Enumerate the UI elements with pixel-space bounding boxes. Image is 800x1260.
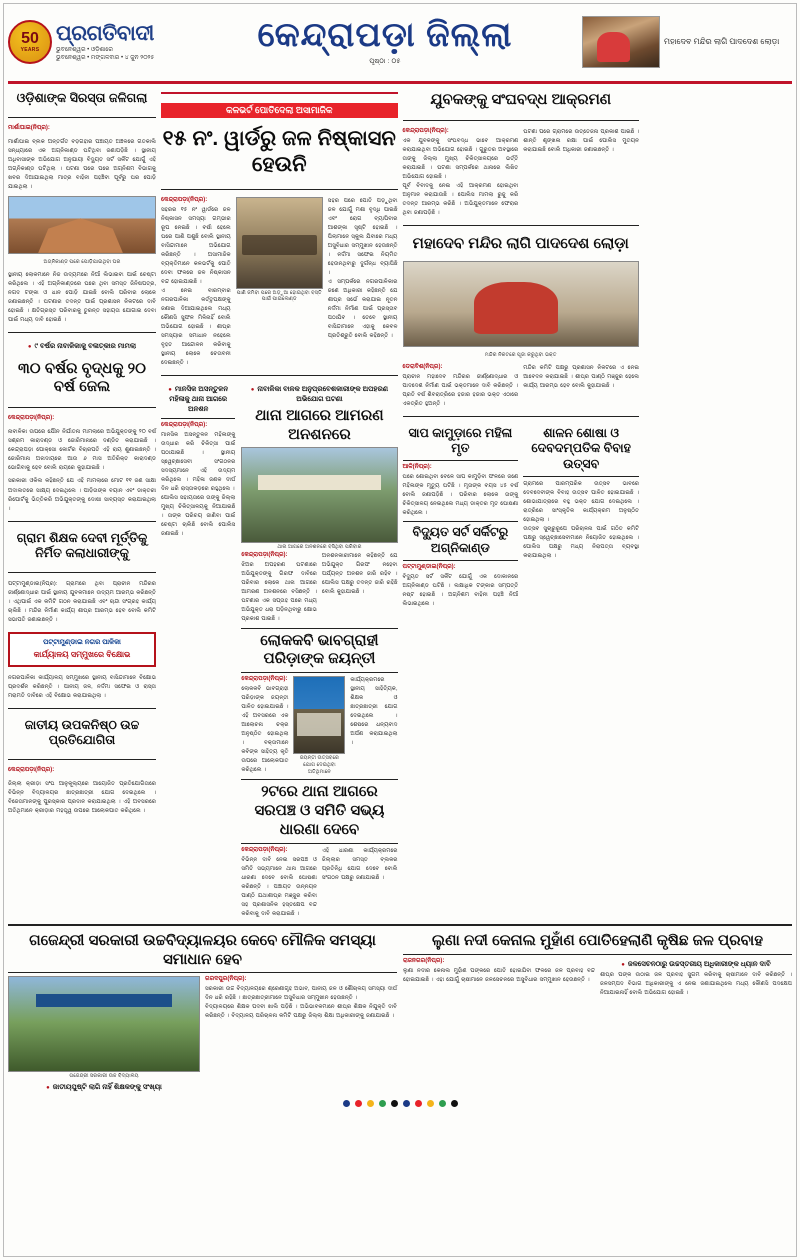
story-body-grid — [241, 552, 397, 624]
lead-headline: ୧୫ ନଂ. ୱାର୍ଡରୁ ଜଳ ନିଷ୍କାସନ ହେଉନି — [162, 127, 396, 177]
page-title: କେନ୍ଦ୍ରାପଡ଼ା ଜିଲ୍ଲା — [257, 16, 513, 55]
dateline: ଡେରାବିଶ(ନିପ୍ର): — [402, 363, 443, 370]
main-grid — [8, 89, 792, 919]
lead-col-b — [236, 197, 323, 369]
photo-hunger-strike — [241, 447, 397, 543]
color-dot — [403, 1100, 410, 1107]
story-body: ବିଦ୍ୟୁତ ସର୍ଟ ସର୍କିଟ ଯୋଗୁଁ ଏକ ଦୋକାନରେ ଅଗ୍ନିକାଣ୍ଡ ଘଟିଛି । ଲକ୍ଷାଧିକ ଟଙ୍କାର ସମ୍ପତ୍ତି ନଷ୍ଟ ହୋଇଛି । ଅଗ୍ନିଶମ ବାହିନୀ ପହଞ୍ଚି ନିଆଁ ଲିଭାଇଥିଲେ । — [402, 573, 519, 607]
poster-line-1: ପଟ୍ଟାମୁଣ୍ଡାଇ ନଗର ପାଳିକା — [43, 639, 121, 647]
divider — [403, 460, 519, 461]
dateline: କେନ୍ଦ୍ରାପଡ଼ା(ନିପ୍ର): — [241, 552, 288, 559]
dateline: ପଟ୍ଟାମୁଣ୍ଡାଇ(ନିପ୍ର): — [402, 563, 456, 570]
school-body-grid — [8, 976, 397, 1095]
story-kicker-abduction: ● ନାବାଳିକା ବାଳକ ଅନୁପ୍ରବେଶକାରୀଙ୍କ ଅପହରଣ ଅଭିଯୋଗ ଘଟଣା — [241, 385, 397, 405]
story-headline-sports: ଜାତୀୟ ଉପକନିଷ୍ଠ ଉଚ୍ଚ ପ୍ରତିଯୋଗିତା — [24, 717, 140, 748]
divider — [403, 416, 640, 417]
story-body: ଗ୍ରାମରେ ପାରମ୍ପରିକ ଉତ୍ସବ ଭାବରେ ଦେବଦେବୀଙ୍କ ବିବାହ ଉତ୍ସବ ପାଳିତ ହୋଇଯାଇଛି । ଶୋଭାଯାତ୍ରାରେ ବହୁ ଭକ୍ତ ଯୋଗ ଦେଇଥିଲେ । ରାତ୍ରିରେ ସାଂସ୍କୃତିକ କାର୍ଯ୍ୟକ୍ରମ ଅନୁଷ୍ଠିତ ହୋଇଥିଲା । — [523, 480, 639, 523]
lead-body-grid — [161, 197, 398, 369]
logo-years: 50 — [21, 30, 39, 47]
divider — [8, 759, 156, 760]
divider — [8, 332, 156, 333]
color-dot — [391, 1100, 398, 1107]
divider — [403, 120, 640, 121]
photo-caption: ଗଜେନ୍ଦ୍ରୀ ସରକାରୀ ଉଚ୍ଚ ବିଦ୍ୟାଳୟ — [69, 1073, 139, 1080]
story-body: ନଗରପାଳିକା କାର୍ଯ୍ୟାଳୟ ସମ୍ମୁଖରେ ସ୍ଥାନୀୟ ବାସିନ୍ଦାମାନେ ବିକ୍ଷୋଭ ପ୍ରଦର୍ଶନ କରିଛନ୍ତି । ପାନୀୟ ଜଳ, ନର୍ଦ୍ଦମା ସଫେଇ ଓ ରାସ୍ତା ମରାମତି ଦାବିରେ ଏହି ବିକ୍ଷୋଭ କରାଯାଇଥିଲା । — [8, 674, 156, 699]
story-body: ଲୋକକବି ଭାବଗ୍ରାହୀ ପରିଡ଼ାଙ୍କ ଜୟନ୍ତୀ ପାଳିତ ହୋଇଯାଇଛି । ଏହି ଅବସରରେ ଏକ ଆଲୋଚନା ଚକ୍ର ଅନୁଷ୍ଠିତ ହୋଇଥିଲା । ବକ୍ତାମାନେ କବିଙ୍କ ସାହିତ୍ୟ କୃତି ଉପରେ ଆଲୋକପାତ କରିଥିଲେ । — [241, 686, 289, 774]
poet-story-grid — [241, 676, 397, 776]
story-body: ପ୍ରାଚୀନ ମହାଦେବ ମନ୍ଦିରର ଜୀର୍ଣ୍ଣୋଦ୍ଧାର ଓ ପାଦଦେଶ ନିର୍ମାଣ ପାଇଁ ଭକ୍ତମାନେ ଦାବି କରିଛନ୍ତି । ପ୍ରତି ବର୍ଷ ଶିବରାତ୍ରିରେ ହଜାର ହଜାର ଭକ୍ତ ଏଠାରେ ଏକତ୍ରିତ ହୁଅନ୍ତି । — [402, 373, 519, 407]
dateline: ରାଜନଗର(ନିପ୍ର): — [403, 957, 445, 964]
divider — [8, 972, 397, 973]
dateline: କେନ୍ଦ୍ରାପଡ଼ା(ନିପ୍ର): — [241, 846, 288, 853]
story-body: ସରକାରୀ ଓକିଲ କହିଛନ୍ତି ଯେ ଏହି ମାମଲାରେ ମୋଟ ୧୧ ଜଣ ସାକ୍ଷୀ ଅଦାଲତରେ ସାକ୍ଷ୍ୟ ଦେଇଥିଲେ । ପୀଡ଼ିତାଙ୍କ ବୟାନ ଏବଂ ଡାକ୍ତରୀ ରିପୋର୍ଟକୁ ଭିତ୍ତିକରି ଅଭିଯୁକ୍ତଙ୍କୁ ଦୋଷୀ ସାବ୍ୟସ୍ତ କରାଯାଇଥିଲା । — [8, 478, 156, 512]
divider — [8, 708, 156, 709]
story-body: ଘଟଣା ପରେ ଗ୍ରାମରେ ଉତ୍ତେଜନା ପ୍ରକାଶ ପାଇଛି । ଶାନ୍ତି ଶୃଙ୍ଖଳା ରକ୍ଷା ପାଇଁ ପୋଲିସ ମୁତୟନ କରାଯାଇଛି ବୋଲି ଅଧିକାରୀ ଜଣାଇଛନ୍ତି । — [523, 128, 639, 153]
photo-caption: ଜୟନ୍ତୀ ଉତ୍ସବରେ ଯୋଗ ଦେଇଥିବା ଅତିଥିମାନେ — [299, 755, 339, 775]
divider — [161, 375, 398, 376]
story-body: ଜିଲ୍ଲା କ୍ରୀଡ଼ା ସଂଘ ଆନୁକୂଲ୍ୟରେ ଆୟୋଜିତ ପ୍ରତିଯୋଗିତାରେ ବିଭିନ୍ନ ବିଦ୍ୟାଳୟର ଛାତ୍ରଛାତ୍ରୀ ଯୋଗ ଦେଇଥିଲେ । ବିଜେତାମାନଙ୍କୁ ପୁରସ୍କାର ପ୍ରଦାନ କରାଯାଇଥିଲା । ଏହି ଅବସରରେ ଅତିଥିମାନେ କ୍ରୀଡ଼ାର ମହତ୍ତ୍ୱ ଉପରେ ଆଲୋକପାତ କରିଥିଲେ । — [8, 781, 156, 815]
temple-body-grid — [403, 364, 640, 409]
story-body: ପୋଲିସ ସହାୟତାରେ ତାଙ୍କୁ ଜିଲ୍ଲା ମୁଖ୍ୟ ଚିକିତ୍ସାଳୟକୁ ନିଆଯାଇଛି । ତାଙ୍କ ପରିଚୟ ଜାଣିବା ପାଇଁ ଚେଷ୍ଟା ଚାଲିଛି ବୋଲି ପୋଲିସ ଜଣାଇଛି । — [161, 495, 236, 538]
photo-caption: ଅଗ୍ନିକାଣ୍ଡ ପରେ ପୋଡ଼ିଯାଇଥିବା ଘର — [43, 258, 121, 265]
lead-kicker: କଳଭର୍ଟ ପୋତିଦେଲା ଅସାମାଜିକ — [161, 103, 398, 118]
masthead-photo — [582, 16, 660, 68]
photo-temple-devotee — [403, 261, 640, 347]
canal-body-grid — [403, 958, 792, 999]
divider — [241, 779, 397, 780]
story-body: ନାବାଳିକା ଉପରେ ଯୌନ ନିର୍ଯାତନା ମାମଲାରେ ଅଭିଯୁକ୍ତଙ୍କୁ ୨୦ ବର୍ଷ ସଶ୍ରମ କାରାଦଣ୍ଡ ଓ ଜୋରିମାନାରେ ଦଣ୍ଡିତ କରାଯାଇଛି । କେନ୍ଦ୍ରାପଡ଼ା ପୋକ୍ସୋ କୋର୍ଟର ବିଚାରପତି ଏହି ରାୟ ଶୁଣାଇଛନ୍ତି । ଜୋରିମାନା ଅନାଦାୟରେ ଆଉ ୬ ମାସ ଅତିରିକ୍ତ କାରାଦଣ୍ଡ ଭୋଗିବାକୁ ହେବ ବୋଲି ରାୟରେ କୁହାଯାଇଛି । — [8, 429, 156, 472]
masthead-center — [188, 18, 582, 66]
story-body: କାର୍ଯ୍ୟକ୍ରମରେ ସ୍ଥାନୀୟ ସାହିତ୍ୟିକ, ଶିକ୍ଷକ ଓ ଛାତ୍ରଛାତ୍ରୀ ଯୋଗ ଦେଇଥିଲେ । ଶେଷରେ ଧନ୍ୟବାଦ ଅର୍ପଣ କରାଯାଇଥିଲା । — [350, 677, 398, 747]
color-dot — [427, 1100, 434, 1107]
story-body: ସ୍ଥାନୀୟ ଲୋକମାନେ ନିଜ ଉଦ୍ୟମରେ ନିଆଁ ଲିଭାଇବା ପାଇଁ ଚେଷ୍ଟା କରିଥିଲେ । ଏହି ଅଗ୍ନିକାଣ୍ଡରେ ଘରେ ଥିବା ସମସ୍ତ ଜିନିଷପତ୍ର, ନଗଦ ଟଙ୍କା ଓ ଧାନ ପୋଡ଼ି ଯାଇଛି ବୋଲି ପରିବାର ଲୋକେ ଜଣାଇଛନ୍ତି । ଘଟଣାର ତଦନ୍ତ ପାଇଁ ପ୍ରଶାସନ ନିକଟରେ ଦାବି ହୋଇଛି । କ୍ଷତିଗ୍ରସ୍ତ ପରିବାରକୁ ତୁରନ୍ତ ସହାୟତା ଯୋଗାଇ ଦେବା ପାଇଁ ମଧ୍ୟ ଦାବି ହୋଇଛି । — [8, 271, 156, 323]
assault-body-grid — [403, 128, 640, 218]
page-label: ପୃଷ୍ଠା : ୦୫ — [369, 57, 401, 65]
story-headline-assault: ଯୁବକଙ୍କୁ ସଂଘବଦ୍ଧ ଆକ୍ରମଣ — [430, 91, 612, 108]
column-1 — [8, 89, 156, 919]
divider — [8, 572, 156, 573]
story-headline-pocso: ୩୦ ବର୍ଷର ବୃଦ୍ଧକୁ ୨୦ ବର୍ଷ ଜେଲ — [18, 359, 146, 396]
masthead — [8, 6, 792, 84]
story-body: ବିଦ୍ୟାଳୟରେ ଶିକ୍ଷକ ପଦବୀ ଖାଲି ପଡ଼ିଛି । ଅଭିଭାବକମାନେ ଶୀଘ୍ର ଶିକ୍ଷକ ନିଯୁକ୍ତି ଦାବି କରିଛନ୍ତି । ବିଦ୍ୟାଳୟ ପରିଚାଳନା କମିଟି ପକ୍ଷରୁ ଜିଲ୍ଲା ଶିକ୍ଷା ଅଧିକାରୀଙ୍କୁ ଜଣାଯାଇଛି । — [205, 1004, 397, 1020]
divider — [8, 407, 156, 408]
dateline: ଗରଦପୁର(ନିପ୍ର): — [205, 976, 247, 983]
story-body: ଶୀଘ୍ର ପଙ୍କ ଉଠାଇ ଜଳ ପ୍ରବାହ ସୁଗମ କରିବାକୁ ଚାଷୀମାନେ ଦାବି କରିଛନ୍ତି । ଜଳସମ୍ପଦ ବିଭାଗ ଅଧିକାରୀଙ୍କୁ ଏ ନେଇ ଜଣାଯାଇଥିଲେ ମଧ୍ୟ କୌଣସି ପଦକ୍ଷେପ ନିଆଯାଇନାହିଁ ବୋଲି ଅଭିଯୋଗ ହୋଇଛି । — [600, 972, 792, 997]
story-body: ଏ ସମ୍ପର୍କରେ ନଗରପାଳିକାର ଜଣେ ଅଧିକାରୀ କହିଛନ୍ତି ଯେ ଶୀଘ୍ର ସର୍ଭେ କରାଯାଇ ନୂତନ ନର୍ଦ୍ଦମା ନିର୍ମାଣ ପାଇଁ ପ୍ରସ୍ତାବ ପଠାଯିବ । ତେବେ ସ୍ଥାନୀୟ ବାସିନ୍ଦାମାନେ ଏହାକୁ କେବଳ ପ୍ରତିଶ୍ରୁତି ବୋଲି କହିଛନ୍ତି । — [327, 278, 398, 340]
photo-poet-function — [293, 676, 345, 754]
divider — [241, 628, 397, 629]
lead-story — [161, 89, 398, 919]
divider — [403, 560, 519, 561]
photo-waterlogging — [236, 197, 323, 289]
divider — [161, 418, 235, 419]
dateline: କେନ୍ଦ୍ରାପଡ଼ା(ନିପ୍ର): — [8, 415, 55, 422]
color-dot — [367, 1100, 374, 1107]
story-body: ଏକ ଯୁବକଙ୍କୁ ସଂଘବଦ୍ଧ ଭାବେ ଆକ୍ରମଣ କରାଯାଇଥିବା ଅଭିଯୋଗ ହୋଇଛି । ଗୁରୁତର ଅବସ୍ଥାରେ ତାଙ୍କୁ ଜିଲ୍ଲା ମୁଖ୍ୟ ଚିକିତ୍ସାଳୟରେ ଭର୍ତ୍ତି କରାଯାଇଛି । ଘଟଣା ସମ୍ପର୍କରେ ଥାନାରେ ଲିଖିତ ଅଭିଯୋଗ ହୋଇଛି । — [402, 137, 519, 180]
lead-col-c — [328, 197, 398, 369]
column-4 — [403, 89, 640, 919]
story-body: ସହର ପରେ ପୋତି ପଡ଼ୁଥିବା ଜଳ ଯୋଗୁଁ ମଶା ବୃଦ୍ଧି ପାଇଛି ଏବଂ ରୋଗ ବ୍ୟାପିବାର ଆଶଙ୍କା ସୃଷ୍ଟି ହୋଇଛି । ପିଲାମାନେ ସ୍କୁଲ ଯିବାରେ ମଧ୍ୟ ଅସୁବିଧାର ସମ୍ମୁଖୀନ ହେଉଛନ୍ତି । ନର୍ଦ୍ଦମା ସଫେଇ ନିୟମିତ ହେଉନଥିବାରୁ ଦୁର୍ଗନ୍ଧ ବ୍ୟାପିଛି । — [327, 197, 398, 276]
story-headline-hunger-strike: ଥାନା ଆଗରେ ଆମରଣ ଅନଶନରେ — [255, 406, 384, 443]
color-dot — [439, 1100, 446, 1107]
story-headline-mahadev-temple: ମହାଦେବ ମନ୍ଦିର ଲାଗି ପାଦଦେଶ ଲୋଡ଼ା — [412, 235, 629, 253]
logo-years-sub: YEARS — [20, 47, 40, 53]
poster-line-2: କାର୍ଯ୍ୟାଳୟ ସମ୍ମୁଖରେ ବିକ୍ଷୋଭ — [33, 649, 131, 659]
story-headline-shortcircuit: ବିଦ୍ୟୁତ ସର୍ଟ ସର୍କିଟରୁ ଅଗ୍ନିକାଣ୍ଡ — [412, 525, 509, 555]
story-headline-temple-idol: ଗ୍ରାମ ଶିକ୍ଷକ ଦେବୀ ମୂର୍ତ୍ତିକୁ ନିର୍ମିତ କଲାଧାରୀଙ୍କୁ — [16, 530, 148, 561]
color-dot — [355, 1100, 362, 1107]
divider — [241, 672, 397, 673]
masthead-brand — [8, 20, 188, 64]
photo-caption: ଥାନା ଆଗରେ ଅନଶନରେ ବସିଥିବା ପରିବାର — [277, 544, 362, 551]
color-dot — [379, 1100, 386, 1107]
bottom-story-canal — [403, 930, 792, 1095]
divider — [523, 476, 639, 477]
story-headline-poet-anniversary: ଲୋକକବି ଭାବଗ୍ରାହୀ ପରିଡ଼ାଙ୍କ ଜୟନ୍ତୀ — [260, 631, 379, 668]
story-body: ଘରେ ଶୋଇଥିବା ବେଳେ ସାପ କାମୁଡ଼ିବା ଫଳରେ ଜଣେ ମହିଳାଙ୍କ ମୃତ୍ୟୁ ଘଟିଛି । ମୃତାଙ୍କ ବୟସ ୪୫ ବର୍ଷ ବୋଲି ଜଣାପଡ଼ିଛି । ପରିବାର ଲୋକେ ତାଙ୍କୁ ଚିକିତ୍ସାଳୟ ନେଇଥିଲେ ମଧ୍ୟ ଡାକ୍ତର ମୃତ ଘୋଷଣା କରିଥିଲେ । — [402, 474, 519, 517]
photo-caption: ମନ୍ଦିର ନିକଟରେ ପୂଜା କରୁଥିବା ଭକ୍ତ — [484, 351, 557, 358]
story-body: ସହରର ୧୫ ନଂ ୱାର୍ଡରେ ଜଳ ନିଷ୍କାସନ ସମସ୍ୟା ଗମ୍ଭୀର ରୂପ ନେଇଛି । ବର୍ଷା ହେଲେ ଘରେ ପାଣି ପଶୁଛି ବୋଲି ସ୍ଥାନୀୟ ବାସିନ୍ଦାମାନେ ଅଭିଯୋଗ କରିଛନ୍ତି । ଅସାମାଜିକ ବ୍ୟକ୍ତିମାନେ କଳଭର୍ଟକୁ ପୋତି ଦେବା ଫଳରେ ଜଳ ନିଷ୍କାସନ ବନ୍ଦ ହୋଇଯାଇଛି । — [161, 206, 231, 285]
column-3 — [241, 383, 397, 919]
dateline: କେନ୍ଦ୍ରାପଡ଼ା(ନିପ୍ର): — [241, 676, 288, 683]
lead-col-a — [161, 197, 231, 369]
masthead-photo-block — [582, 16, 792, 68]
edition-meta: ଭୁବନେଶ୍ୱର • ମଙ୍ଗଳବାର • ୪ ଜୁନ ୨୦୨୫ — [56, 55, 155, 61]
story-body: ସରକାରୀ ଉଚ୍ଚ ବିଦ୍ୟାଳୟରେ ଶ୍ରେଣୀଗୃହ ଅଭାବ, ପାନୀୟ ଜଳ ଓ ଶୌଚାଳୟ ସମସ୍ୟା ଦୀର୍ଘ ଦିନ ଧରି ରହିଛି । ଛାତ୍ରଛାତ୍ରୀମାନେ ଅସୁବିଧାର ସମ୍ମୁଖୀନ ହେଉଛନ୍ତି । — [205, 986, 397, 1002]
sarpanch-body-grid — [241, 847, 397, 919]
story-body: ବିଭିନ୍ନ ଦାବି ନେଇ ସରପଞ୍ଚ ଓ ସମିତି ସଭ୍ୟମାନେ ଥାନା ଆଗରେ ଧାରଣା ଦେବେ ବୋଲି ଘୋଷଣା କରିଛନ୍ତି । ପଞ୍ଚାୟତ ଉନ୍ନୟନ ପାଣ୍ଠି ଯଥାଶୀଘ୍ର ମଞ୍ଜୁର କରିବା ସହ ପ୍ରଶାସନିକ ହସ୍ତକ୍ଷେପ ବନ୍ଦ କରିବାକୁ ଦାବି କରାଯାଇଛି । — [241, 856, 317, 917]
story-headline-snakebite: ସାପ କାମୁଡ଼ାରେ ମହିଳା ମୃତ — [408, 425, 513, 456]
divider — [8, 521, 156, 522]
color-dot — [415, 1100, 422, 1107]
story-body: ଉତ୍ସବ ସୁଚାରୁରୂପେ ପରିଚାଳନା ପାଇଁ ଗଠିତ କମିଟି ପକ୍ଷରୁ ସ୍ୱେଚ୍ଛାସେବୀମାନେ ନିୟୋଜିତ ହୋଇଥିଲେ । ପୋଲିସ ପକ୍ଷରୁ ମଧ୍ୟ ନିରାପତ୍ତା ବ୍ୟବସ୍ଥା କରାଯାଇଥିଲା । — [523, 525, 639, 560]
story-headline-fire: ଓଡ଼ିଶାଙ୍କ ସିରସ୍ତା ଜଳିଗଲା — [16, 91, 148, 105]
bottom-section — [8, 924, 792, 1095]
bottom-story-school — [8, 930, 397, 1095]
divider-red — [161, 92, 398, 94]
bullet-teacher-shortage: ● ଜାତୀୟପୁଷ୍ଟି ଲାଗି ନାହିଁ ଶିକ୍ଷକଙ୍କୁ ସଂଖ୍ୟା — [8, 1083, 200, 1093]
divider — [241, 843, 397, 844]
story-body: ଝିଅର ଅପହରଣ ଘଟଣାରେ ଅଭିଯୁକ୍ତଙ୍କୁ ଗିରଫ ଦାବିରେ ପରିବାର ଲୋକେ ଥାନା ଆଗରେ ଆମରଣ ଅନଶନରେ ବସିଛନ୍ତି । ଘଟଣାର ଏକ ସପ୍ତାହ ପରେ ମଧ୍ୟ ଅଭିଯୁକ୍ତ ଧରା ପଡ଼ିନଥିବାରୁ କ୍ଷୋଭ ପ୍ରକାଶ ପାଇଛି । — [241, 562, 317, 623]
dateline: ଆଳି(ନିପ୍ର): — [402, 464, 432, 471]
story-body: ମନ୍ଦିର କମିଟି ପକ୍ଷରୁ ପ୍ରଶାସନ ନିକଟରେ ଏ ନେଇ ଆବେଦନ କରାଯାଇଛି । ଶୀଘ୍ର ପାଣ୍ଠି ମଞ୍ଜୁର ହେଲେ କାର୍ଯ୍ୟ ଆରମ୍ଭ ହେବ ବୋଲି କୁହାଯାଇଛି । — [523, 364, 639, 389]
right-lower-grid — [403, 424, 640, 609]
brand-name: ପ୍ରଗତିବାଦୀ — [56, 21, 154, 45]
story-body: ମାର୍ଶାଘାଇ ବ୍ଲକ ଅନ୍ତର୍ଗତ ବଡ଼ଗହୀର ପଞ୍ଚାୟତ ଅଞ୍ଚଳରେ ଗତକାଲି ସନ୍ଧ୍ୟାରେ ଏକ ଅଗ୍ନିକାଣ୍ଡ ଘଟିଥିବା ଜଣାପଡ଼ିଛି । ସ୍ଥାନୀୟ ଅଧିବାସୀଙ୍କ ଅଭିଯୋଗ ଅନୁଯାୟୀ ବିଦ୍ୟୁତ ସର୍ଟ ସର୍କିଟ ଯୋଗୁଁ ଏହି ଅଗ୍ନିକାଣ୍ଡ ଘଟିଥିଲା । ଘଟଣା ପରେ ପରେ ଅଗ୍ନିଶମ ବିଭାଗକୁ ଖବର ଦିଆଯାଇଥିଲା ମାତ୍ର ବାହିନୀ ପହଞ୍ଚିବା ପୂର୍ବରୁ ଘର ପୋଡ଼ି ଯାଇଥିଲା । — [8, 138, 156, 190]
story-kicker-pocso: ● ୯ ବର୍ଷର ନାବାଳିକାକୁ ବଳାତ୍କାର ମାମଲା — [8, 342, 156, 352]
column-2 — [161, 383, 235, 919]
photo-burnt-house — [8, 196, 156, 254]
story-body: ପୂର୍ବ ବିବାଦକୁ ନେଇ ଏହି ଆକ୍ରମଣ ହୋଇଥିବା ଅନୁମାନ କରାଯାଉଛି । ପୋଲିସ ମାମଲା ରୁଜୁ କରି ତଦନ୍ତ ଆରମ୍ଭ କରିଛି । ଅଭିଯୁକ୍ତମାନେ ଫେରାର ଥିବା ଜଣାପଡ଼ିଛି । — [402, 182, 519, 217]
dateline: କେନ୍ଦ୍ରାପଡ଼ା(ନିପ୍ର): — [402, 127, 449, 134]
story-body: ଅନଶନକାରୀମାନେ କହିଛନ୍ତି ଯେ ଅଭିଯୁକ୍ତ ଗିରଫ ନହେବା ପର୍ଯ୍ୟନ୍ତ ଅନଶନ ଜାରି ରହିବ । ପୋଲିସ ପକ୍ଷରୁ ତଦନ୍ତ ଜାରି ରହିଛି ବୋଲି କୁହାଯାଇଛି । — [321, 553, 398, 596]
dateline: କେନ୍ଦ୍ରାପଡ଼ା(ନିପ୍ର): — [161, 421, 208, 428]
story-headline-school: ଗଜେନ୍ଦ୍ରୀ ସରକାରୀ ଉଚ୍ଚବିଦ୍ୟାଳୟର କେବେ ମୌଳିକ ସମସ୍ୟା ସମାଧାନ ହେବ — [29, 931, 376, 968]
dateline: ମାର୍ଶାଘାଇ(ନିପ୍ର): — [8, 124, 50, 131]
story-headline-canal: ଲୁଣା ନଦୀ କେନାଲ ମୁହାଁଣ ପୋତିହେଲାଣି କୃଷିଛ ଜଳ ପ୍ରବାହ — [432, 931, 763, 949]
divider — [403, 521, 519, 522]
story-body: ଏହି ଧାରଣା କାର୍ଯ୍ୟକ୍ରମରେ ଜିଲ୍ଲାର ସମସ୍ତ ବ୍ଲକର ପ୍ରତିନିଧି ଯୋଗ ଦେବେ ବୋଲି ସଂଗଠନ ପକ୍ଷରୁ ଜଣାଯାଇଛି । — [321, 847, 398, 881]
color-dot — [451, 1100, 458, 1107]
divider — [161, 189, 398, 190]
photo-school-gate — [8, 976, 200, 1072]
photo-caption: ପାଣି ଜମିବା ପରେ ଅଡ଼ୁଆ ହୋଇଥିବା ବସ୍ତି ପାଇଁ ପାଇଲେଣ୍ଡ — [236, 289, 322, 303]
bullet-irrigation-demand: ● ଜଳସେଚନଠାରୁ ଉଚ୍ଚସ୍ତରୀୟ ଅଧିକାରୀଙ୍କ ଧ୍ୟାନ ଦାବି — [600, 960, 792, 970]
story-body: ଲୁଣା ନଦୀର କେନାଲ ମୁହାଁଣ ପଙ୍କରେ ପୋତି ହୋଇଯିବା ଫଳରେ ଜଳ ପ୍ରବାହ ବନ୍ଦ ହୋଇଯାଇଛି । ଏହା ଯୋଗୁଁ ଚାଷୀମାନେ ଜଳସେଚନରେ ଅସୁବିଧାର ସମ୍ମୁଖୀନ ହେଉଛନ୍ତି । — [403, 967, 595, 983]
brand-subtitle: ଭୁବନେଶ୍ୱର • ଓଡ଼ିଶାରେ — [56, 46, 113, 53]
story-body: ଏ ନେଇ ବାରମ୍ବାର ନଗରପାଳିକା କର୍ତ୍ତୃପକ୍ଷଙ୍କୁ ଜଣାଇ ଦିଆଯାଇଥିଲେ ମଧ୍ୟ କୌଣସି ସୁଫଳ ମିଳିନାହିଁ ବୋଲି ଅଭିଯୋଗ ହୋଇଛି । ଶୀଘ୍ର ସମସ୍ୟାର ସମାଧାନ ନହେଲେ ବୃହତ ଆନ୍ଦୋଳନ କରିବାକୁ ସ୍ଥାନୀୟ ଲୋକେ ଚେତାବନୀ ଦେଇଛନ୍ତି । — [161, 287, 231, 367]
dateline: କେନ୍ଦ୍ରାପଡ଼ା(ନିପ୍ର): — [161, 196, 208, 203]
dateline: କେନ୍ଦ୍ରାପଡ଼ା(ନିପ୍ର): — [8, 767, 55, 774]
poster-notice — [8, 632, 156, 667]
divider — [403, 225, 640, 226]
registration-color-bar — [8, 1095, 792, 1110]
story-body: ପଟ୍ଟାମୁଣ୍ଡାଇ(ନିପ୍ର): ଗ୍ରାମରେ ଥିବା ପ୍ରାଚୀନ ମନ୍ଦିରର ଜୀର୍ଣ୍ଣୋଦ୍ଧାର ପାଇଁ ସ୍ଥାନୀୟ ଯୁବକମାନେ ଉଦ୍ୟମ ଆରମ୍ଭ କରିଛନ୍ତି । ଏଥିପାଇଁ ଏକ କମିଟି ଗଠନ କରାଯାଇଛି ଏବଂ ଚାନ୍ଦା ସଂଗ୍ରହ କାର୍ଯ୍ୟ ଚାଲିଛି । ମନ୍ଦିର ନିର୍ମାଣ କାର୍ଯ୍ୟ ଶୀଘ୍ର ଆରମ୍ଭ ହେବ ବୋଲି କମିଟି ସଭାପତି ଜଣାଇଛନ୍ତି । — [8, 580, 156, 624]
story-body: ମାନସିକ ଅସନ୍ତୁଳନ ମହିଳାଙ୍କୁ ଉଦ୍ଧାର କରି ଚିକିତ୍ସା ପାଇଁ ପଠାଯାଇଛି । ସ୍ଥାନୀୟ ସ୍ୱେଚ୍ଛାସେବୀ ସଂଗଠନର ସଦସ୍ୟମାନେ ଏହି ଉଦ୍ୟମ କରିଥିଲେ । ମହିଳା ଜଣକ ଦୀର୍ଘ ଦିନ ଧରି ରାସ୍ତାକଡ଼ରେ ରହୁଥିଲେ । — [161, 431, 236, 493]
story-headline-sarpanch-protest: ୨ଟରେ ଥାନା ଆଗରେ ସରପଞ୍ଚ ଓ ସମିତି ସଭ୍ୟ ଧାରଣା ଦେବେ — [254, 783, 385, 838]
anniversary-logo-icon — [8, 20, 52, 64]
divider — [403, 954, 792, 955]
story-headline-divine-wedding: ଶାଳନ ଶୋଷା ଓ ଦେବଦମ୍ପତିକ ବିବାହ ଉତ୍ସବ — [531, 425, 631, 472]
story-kicker-mental-health: ● ମାନସିକ ଅସନ୍ତୁଳନ ମହିଳାକୁ ଥାନା ଆଗରେ ଅନଶନ — [161, 385, 235, 414]
masthead-photo-caption: ମହାଦେବ ମନ୍ଦିର ଲାଗି ପାଦଦେଶ ଲୋଡ଼ା — [664, 37, 780, 47]
divider — [8, 117, 156, 118]
second-tier — [161, 383, 398, 919]
color-dot — [343, 1100, 350, 1107]
